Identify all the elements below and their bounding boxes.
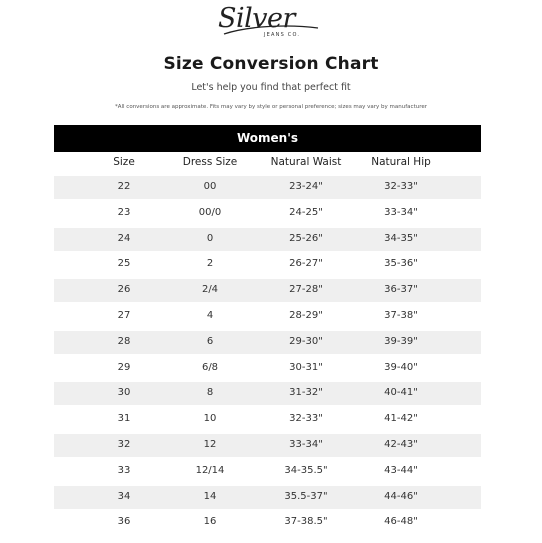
cell-natural-hip: 34-35": [384, 233, 418, 244]
table-row: [54, 279, 481, 302]
column-header-natural-waist: Natural Waist: [270, 156, 342, 168]
cell-size: 30: [117, 387, 131, 398]
cell-natural-waist: 24-25": [289, 207, 323, 218]
cell-size: 23: [117, 207, 131, 218]
cell-dress-size: 00: [203, 181, 217, 192]
section-header-womens: Women's: [54, 125, 481, 152]
cell-dress-size: 00/0: [198, 207, 222, 218]
disclaimer-note: *All conversions are approximate. Fits may vary by style or personal preference; sizes may vary by manufacturer: [114, 104, 428, 110]
cell-natural-waist: 30-31": [289, 362, 323, 373]
brand-name: Silver: [218, 3, 295, 34]
brand-tagline: JEANS CO.: [264, 32, 301, 38]
cell-natural-hip: 40-41": [384, 387, 418, 398]
cell-size: 25: [117, 258, 131, 269]
cell-size: 24: [117, 233, 131, 244]
cell-natural-hip: 43-44": [384, 465, 418, 476]
cell-natural-hip: 35-36": [384, 258, 418, 269]
table-row: [54, 408, 481, 431]
cell-natural-waist: 34-35.5": [284, 465, 328, 476]
cell-natural-hip: 44-46": [384, 491, 418, 502]
column-header-natural-hip: Natural Hip: [371, 156, 431, 168]
cell-natural-waist: 32-33": [289, 413, 323, 424]
cell-dress-size: 14: [203, 491, 217, 502]
cell-natural-hip: 37-38": [384, 310, 418, 321]
column-header-dress-size: Dress Size: [182, 156, 238, 168]
table-row: [54, 202, 481, 225]
cell-natural-waist: 31-32": [289, 387, 323, 398]
cell-size: 34: [117, 491, 131, 502]
cell-size: 27: [117, 310, 131, 321]
table-row: [54, 305, 481, 328]
cell-dress-size: 2: [206, 258, 214, 269]
cell-natural-waist: 35.5-37": [284, 491, 328, 502]
cell-natural-waist: 23-24": [289, 181, 323, 192]
cell-natural-waist: 27-28": [289, 284, 323, 295]
column-header-size: Size: [113, 156, 135, 168]
table-row: [54, 434, 481, 457]
cell-size: 22: [117, 181, 131, 192]
table-row: [54, 176, 481, 199]
cell-dress-size: 2/4: [201, 284, 219, 295]
cell-size: 26: [117, 284, 131, 295]
table-row: [54, 228, 481, 251]
table-row: [54, 253, 481, 276]
cell-dress-size: 4: [206, 310, 214, 321]
cell-natural-waist: 28-29": [289, 310, 323, 321]
cell-natural-hip: 42-43": [384, 439, 418, 450]
cell-dress-size: 0: [206, 233, 214, 244]
cell-dress-size: 8: [206, 387, 214, 398]
table-row: [54, 460, 481, 483]
cell-size: 28: [117, 336, 131, 347]
page-title: Size Conversion Chart: [163, 54, 379, 74]
cell-natural-waist: 29-30": [289, 336, 323, 347]
table-row: [54, 382, 481, 405]
brand-logo: [218, 4, 328, 44]
cell-natural-hip: 39-39": [384, 336, 418, 347]
cell-dress-size: 6/8: [201, 362, 219, 373]
cell-natural-hip: 32-33": [384, 181, 418, 192]
cell-size: 31: [117, 413, 131, 424]
cell-natural-waist: 25-26": [289, 233, 323, 244]
table-row: [54, 357, 481, 380]
cell-natural-waist: 37-38.5": [284, 516, 328, 527]
page-subtitle: Let's help you find that perfect fit: [191, 82, 351, 93]
cell-dress-size: 10: [203, 413, 217, 424]
cell-natural-waist: 26-27": [289, 258, 323, 269]
cell-natural-waist: 33-34": [289, 439, 323, 450]
cell-natural-hip: 46-48": [384, 516, 418, 527]
cell-dress-size: 16: [203, 516, 217, 527]
cell-size: 36: [117, 516, 131, 527]
cell-natural-hip: 33-34": [384, 207, 418, 218]
table-header-row: [0, 154, 542, 174]
cell-dress-size: 6: [206, 336, 214, 347]
cell-natural-hip: 36-37": [384, 284, 418, 295]
cell-dress-size: 12: [203, 439, 217, 450]
table-row: [54, 511, 481, 534]
cell-size: 32: [117, 439, 131, 450]
cell-size: 29: [117, 362, 131, 373]
cell-dress-size: 12/14: [195, 465, 225, 476]
table-row: [54, 331, 481, 354]
cell-natural-hip: 39-40": [384, 362, 418, 373]
cell-natural-hip: 41-42": [384, 413, 418, 424]
table-row: [54, 486, 481, 509]
cell-size: 33: [117, 465, 131, 476]
